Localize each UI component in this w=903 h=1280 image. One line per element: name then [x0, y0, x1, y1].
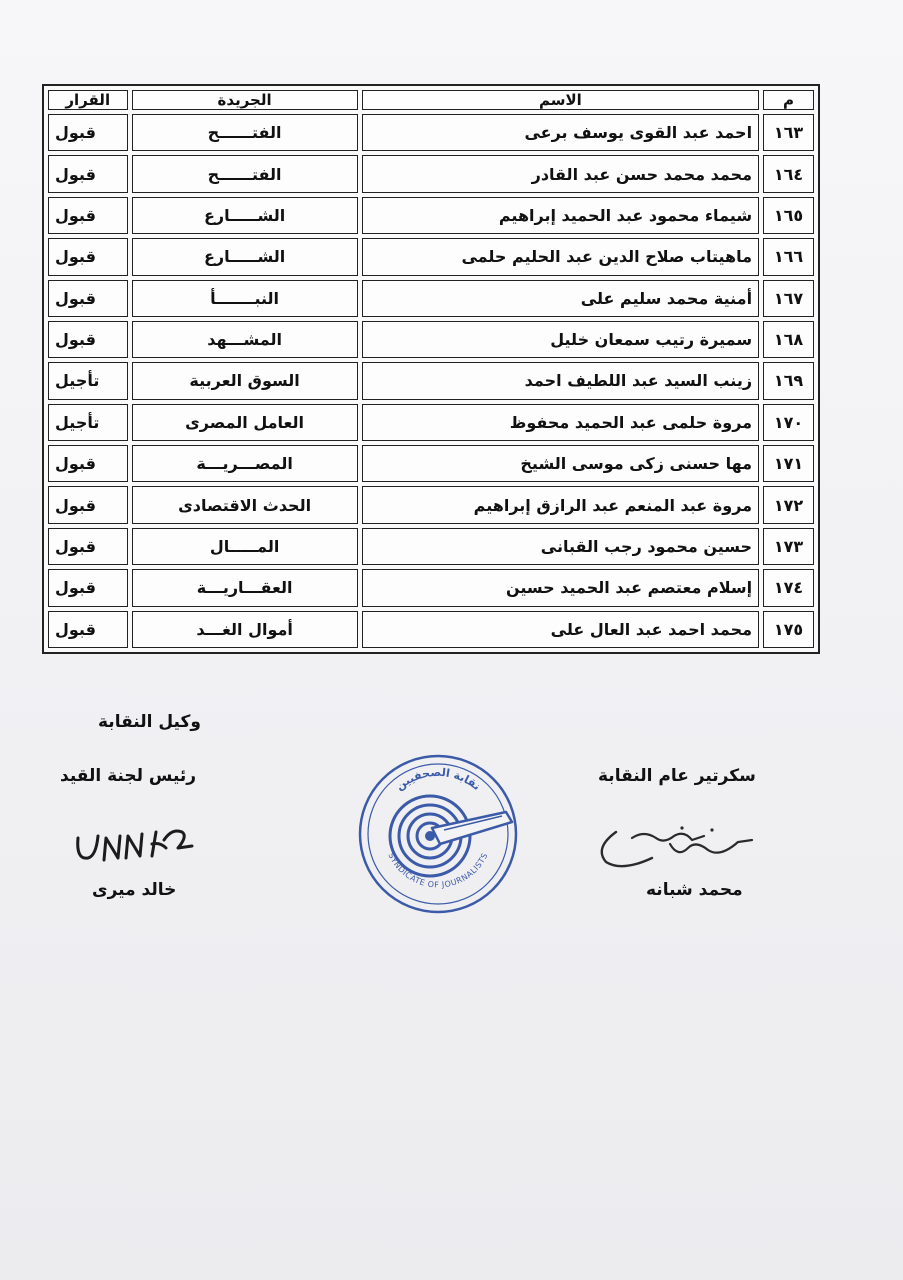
- roster-table: [44, 86, 818, 652]
- table-row: [48, 321, 814, 358]
- row-number: ١٧٤: [763, 569, 814, 606]
- table-row: [48, 445, 814, 482]
- row-number: ١٧٣: [763, 528, 814, 565]
- row-name: زينب السيد عبد اللطيف احمد: [362, 362, 759, 399]
- row-number: ١٦٨: [763, 321, 814, 358]
- row-decision: قبول: [48, 321, 128, 358]
- row-newspaper: الشـــــارع: [132, 238, 358, 275]
- row-newspaper: الفتــــــح: [132, 114, 358, 151]
- row-number: ١٧٠: [763, 404, 814, 441]
- table-row: [48, 528, 814, 565]
- row-decision: تأجيل: [48, 404, 128, 441]
- svg-text:نقابة الصحفيين: [393, 766, 483, 793]
- table-row: [48, 280, 814, 317]
- table-row: [48, 569, 814, 606]
- header-number: م: [763, 90, 814, 110]
- row-number: ١٦٧: [763, 280, 814, 317]
- row-decision: قبول: [48, 114, 128, 151]
- row-newspaper: المصـــريـــة: [132, 445, 358, 482]
- row-newspaper: الشـــــارع: [132, 197, 358, 234]
- secretary-title: سكرتير عام النقابة: [598, 766, 756, 786]
- row-number: ١٦٦: [763, 238, 814, 275]
- row-newspaper: الفتــــــح: [132, 155, 358, 192]
- row-newspaper: العقـــاريـــة: [132, 569, 358, 606]
- seal-english-text: SYNDICATE OF JOURNALISTS: [386, 851, 490, 890]
- row-decision: قبول: [48, 569, 128, 606]
- row-name: حسين محمود رجب القبانى: [362, 528, 759, 565]
- row-number: ١٧١: [763, 445, 814, 482]
- row-number: ١٦٥: [763, 197, 814, 234]
- row-newspaper: العامل المصرى: [132, 404, 358, 441]
- row-name: سميرة رتيب سمعان خليل: [362, 321, 759, 358]
- row-newspaper: المشـــهد: [132, 321, 358, 358]
- seal-arabic-text: نقابة الصحفيين: [393, 765, 484, 793]
- committee-name: خالد ميرى: [92, 880, 177, 900]
- row-number: ١٧٢: [763, 486, 814, 523]
- table-row: [48, 611, 814, 649]
- membership-table: [42, 84, 820, 654]
- row-decision: قبول: [48, 197, 128, 234]
- table-header-row: [48, 90, 814, 110]
- secretary-signature: [592, 818, 762, 878]
- row-name: مها حسنى زكى موسى الشيخ: [362, 445, 759, 482]
- row-newspaper: المـــــال: [132, 528, 358, 565]
- row-name: محمد احمد عبد العال على: [362, 611, 759, 649]
- committee-title: رئيس لجنة القيد: [60, 766, 197, 786]
- row-newspaper: النبـــــــأ: [132, 280, 358, 317]
- table-row: [48, 114, 814, 151]
- header-newspaper: الجريدة: [132, 90, 358, 110]
- row-decision: قبول: [48, 611, 128, 649]
- table-row: [48, 238, 814, 275]
- row-number: ١٦٤: [763, 155, 814, 192]
- row-name: إسلام معتصم عبد الحميد حسين: [362, 569, 759, 606]
- header-decision: القرار: [48, 90, 128, 110]
- table-row: [48, 404, 814, 441]
- row-number: ١٦٣: [763, 114, 814, 151]
- row-decision: قبول: [48, 238, 128, 275]
- row-number: ١٧٥: [763, 611, 814, 649]
- secretary-name: محمد شبانه: [646, 880, 743, 900]
- row-decision: قبول: [48, 528, 128, 565]
- row-decision: قبول: [48, 445, 128, 482]
- header-name: الاسم: [362, 90, 759, 110]
- deputy-title: وكيل النقابة: [98, 712, 201, 732]
- row-newspaper: أموال الغـــد: [132, 611, 358, 649]
- committee-signature: [60, 818, 200, 878]
- row-name: محمد محمد حسن عبد القادر: [362, 155, 759, 192]
- row-newspaper: الحدث الاقتصادى: [132, 486, 358, 523]
- row-decision: قبول: [48, 280, 128, 317]
- row-name: مروة عبد المنعم عبد الرازق إبراهيم: [362, 486, 759, 523]
- row-name: ماهيتاب صلاح الدين عبد الحليم حلمى: [362, 238, 759, 275]
- row-decision: تأجيل: [48, 362, 128, 399]
- table-row: [48, 155, 814, 192]
- table-row: [48, 197, 814, 234]
- row-number: ١٦٩: [763, 362, 814, 399]
- row-name: مروة حلمى عبد الحميد محفوظ: [362, 404, 759, 441]
- table-row: [48, 486, 814, 523]
- syndicate-seal: [356, 752, 520, 916]
- row-name: أمنية محمد سليم على: [362, 280, 759, 317]
- row-name: شيماء محمود عبد الحميد إبراهيم: [362, 197, 759, 234]
- table-row: [48, 362, 814, 399]
- row-decision: قبول: [48, 486, 128, 523]
- row-name: احمد عبد القوى يوسف برعى: [362, 114, 759, 151]
- row-decision: قبول: [48, 155, 128, 192]
- row-newspaper: السوق العربية: [132, 362, 358, 399]
